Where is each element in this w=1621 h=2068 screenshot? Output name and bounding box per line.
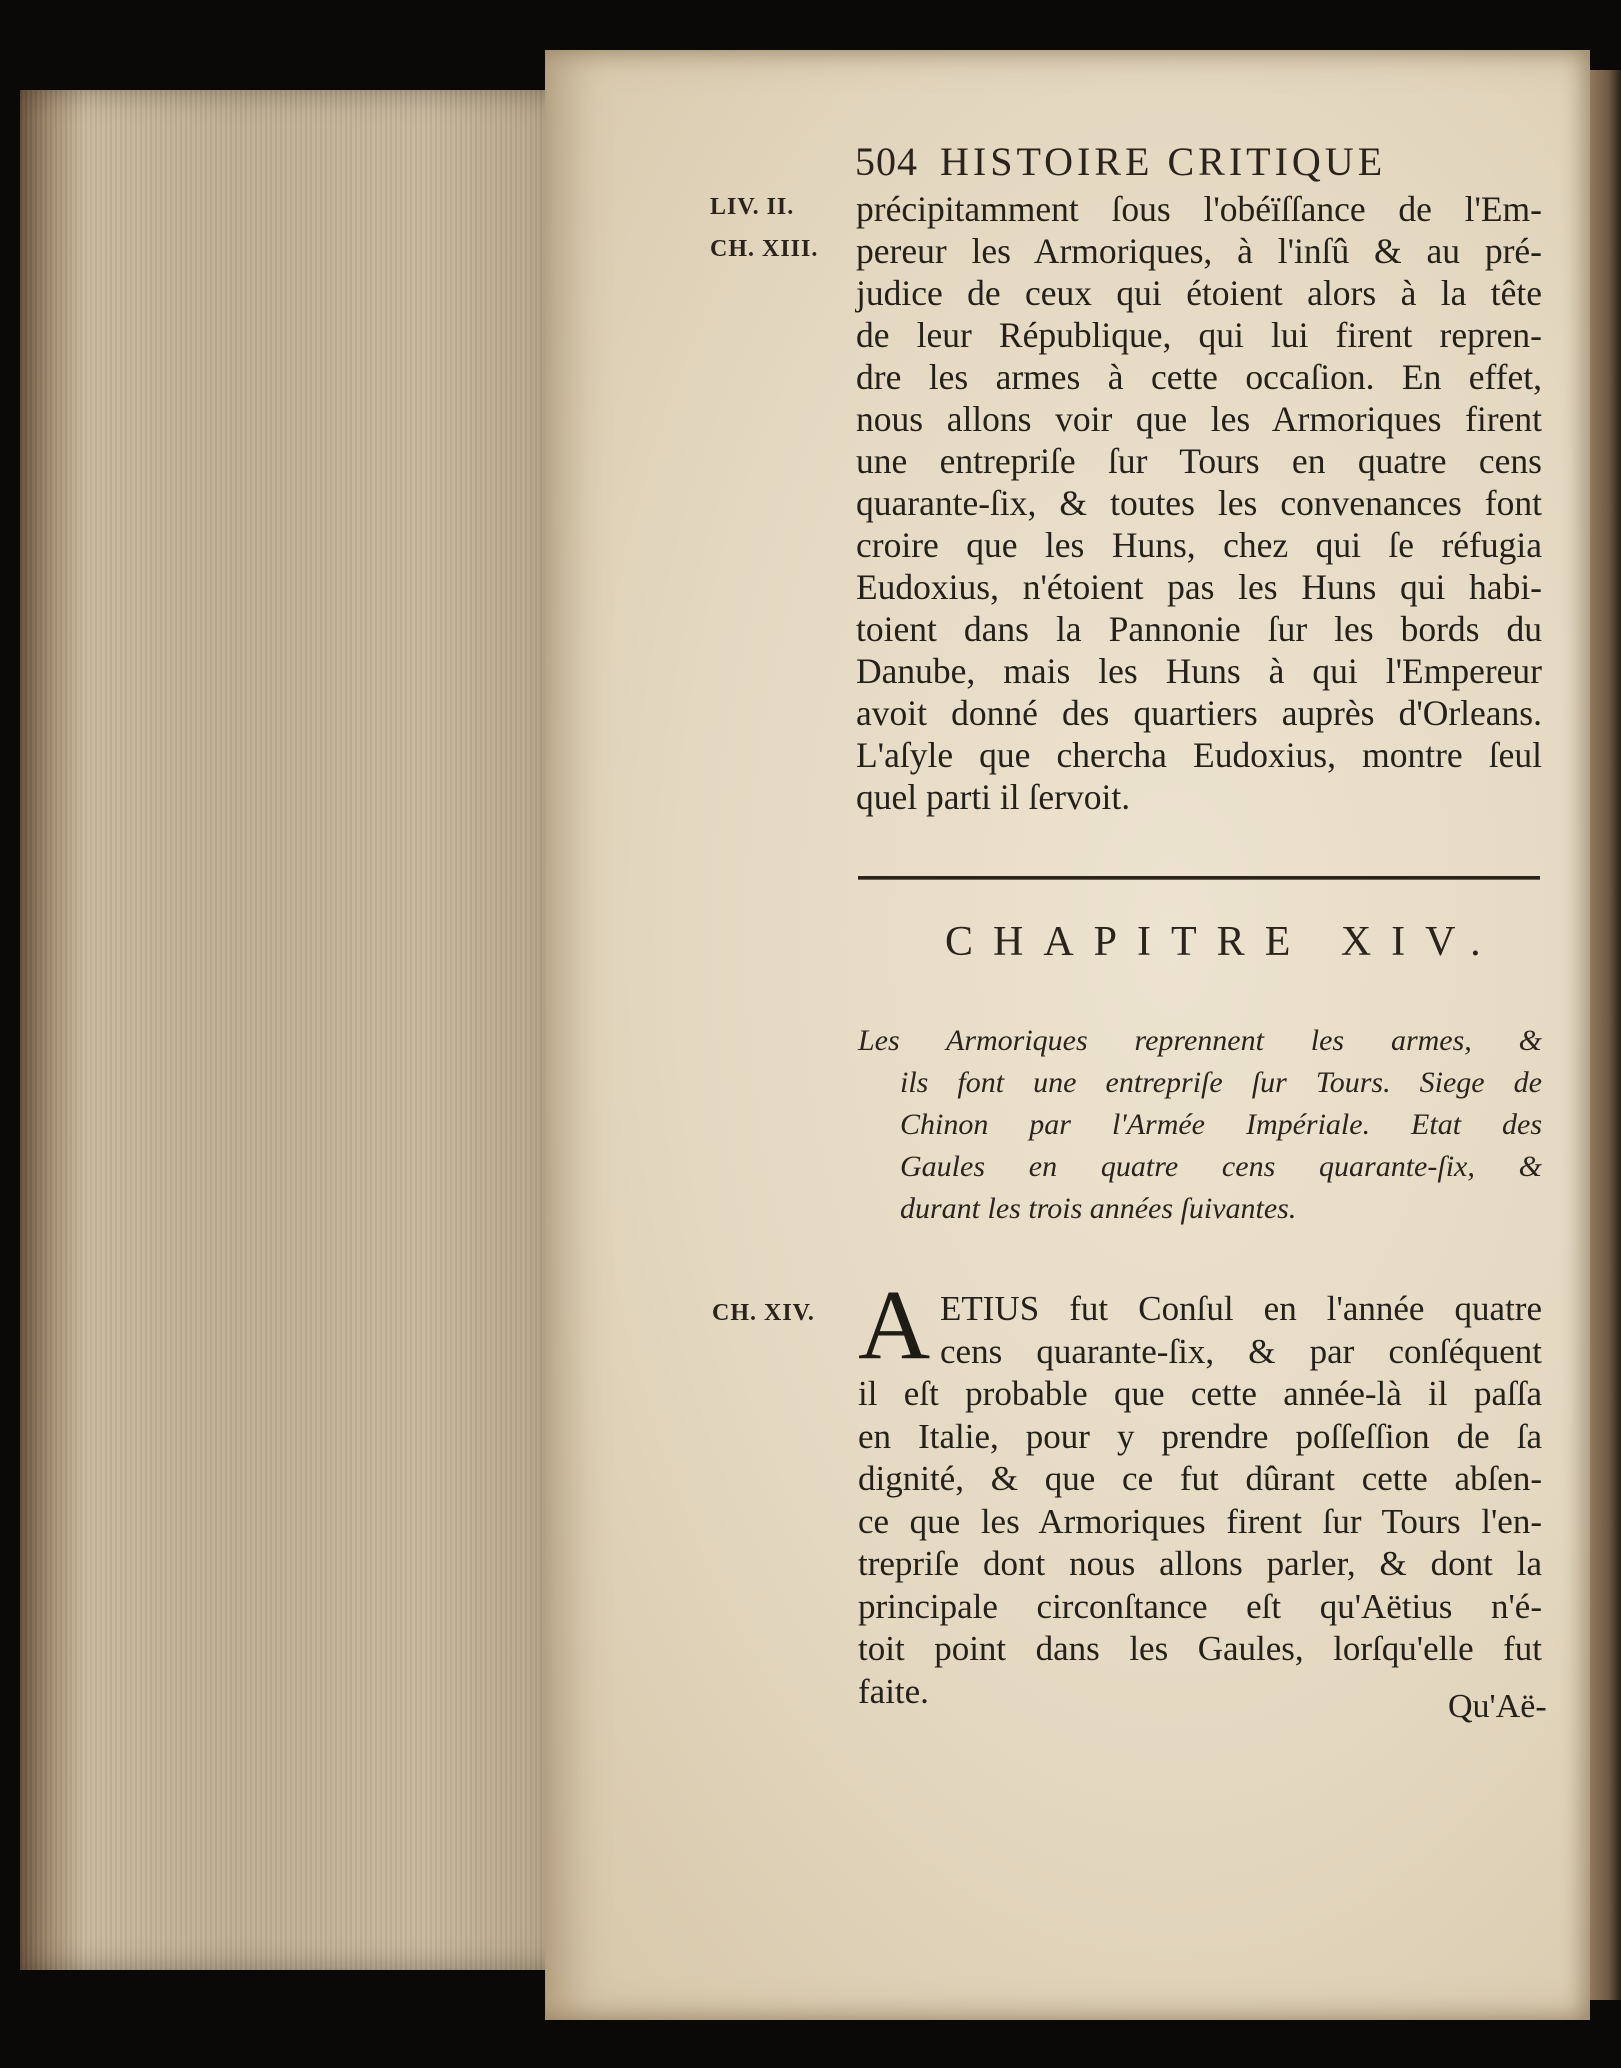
summary-line: durant les trois années ſuivantes. [900,1192,1297,1225]
text-line: faite. [858,1671,929,1711]
continuation-text [856,188,1542,818]
text-line: toient dans la Pannonie ſur les bords du [856,609,1542,649]
text-line: nous allons voir que les Armoriques firent [856,399,1542,439]
text-line: principale circonſtance eſt qu'Aëtius n'é- [858,1586,1542,1626]
summary-line: Chinon par l'Armée Impériale. Etat des [900,1108,1542,1141]
text-line: cens quarante-ſix, & par conſéquent [940,1331,1542,1371]
margin-book-note: LIV. II. [710,194,795,220]
margin-current-chapter-note: CH. XIV. [712,1300,815,1326]
chapter-summary [858,1020,1542,1230]
text-line: il eſt probable que cette année-là il paſſa [858,1374,1542,1413]
text-line: dre les armes à cette occaſion. En effet, [856,357,1542,397]
text-line: quel parti il ſervoit. [856,777,1131,817]
text-line: Eudoxius, n'étoient pas les Huns qui habi- [856,567,1542,607]
catchword: Qu'Aë- [1448,1688,1547,1725]
text-line: Danube, mais les Huns à qui l'Empereur [856,651,1542,691]
text-line: trepriſe dont nous allons parler, & dont la [858,1544,1542,1583]
text-line: croire que les Huns, chez qui ſe réfugia [856,525,1542,565]
text-line: pereur les Armoriques, à l'inſû & au pré- [856,231,1542,271]
page-number: 504 [855,139,918,184]
summary-line: ils font une entrepriſe ſur Tours. Siege de [900,1066,1542,1099]
text-line: L'aſyle que chercha Eudoxius, montre ſeul [856,735,1542,775]
drop-cap: A [858,1269,931,1380]
text-line: avoit donné des quartiers auprès d'Orleans. [856,693,1542,733]
chapter-divider-rule [858,876,1540,880]
chapter-body [858,1288,1542,1713]
text-line: une entrepriſe ſur Tours en quatre cens [856,441,1542,481]
text-line: dignité, & que ce fut dûrant cette abſen- [858,1459,1542,1498]
summary-line: Les Armoriques reprennent les armes, & [858,1024,1542,1057]
text-line: ETIUS fut Conſul en l'année quatre [940,1289,1542,1328]
text-line: quarante-ſix, & toutes les convenances font [856,483,1542,523]
text-line: de leur République, qui lui firent repren- [856,315,1542,355]
text-line: judice de ceux qui étoient alors à la tête [856,273,1542,313]
running-title: HISTOIRE CRITIQUE [940,139,1387,184]
text-line: précipitamment ſous l'obéïſſance de l'Em- [856,189,1542,229]
text-line: toit point dans les Gaules, lorſqu'elle fut [858,1629,1542,1668]
book-page-block [20,90,560,1970]
running-head [855,138,1386,185]
summary-line: Gaules en quatre cens quarante-ſix, & [900,1150,1542,1183]
margin-chapter-note: CH. XIII. [710,236,819,262]
text-line: ce que les Armoriques firent ſur Tours l'en- [858,1501,1542,1541]
chapter-title: CHAPITRE XIV. [945,919,1501,965]
text-line: en Italie, pour y prendre poſſeſſion de ſa [858,1416,1542,1456]
